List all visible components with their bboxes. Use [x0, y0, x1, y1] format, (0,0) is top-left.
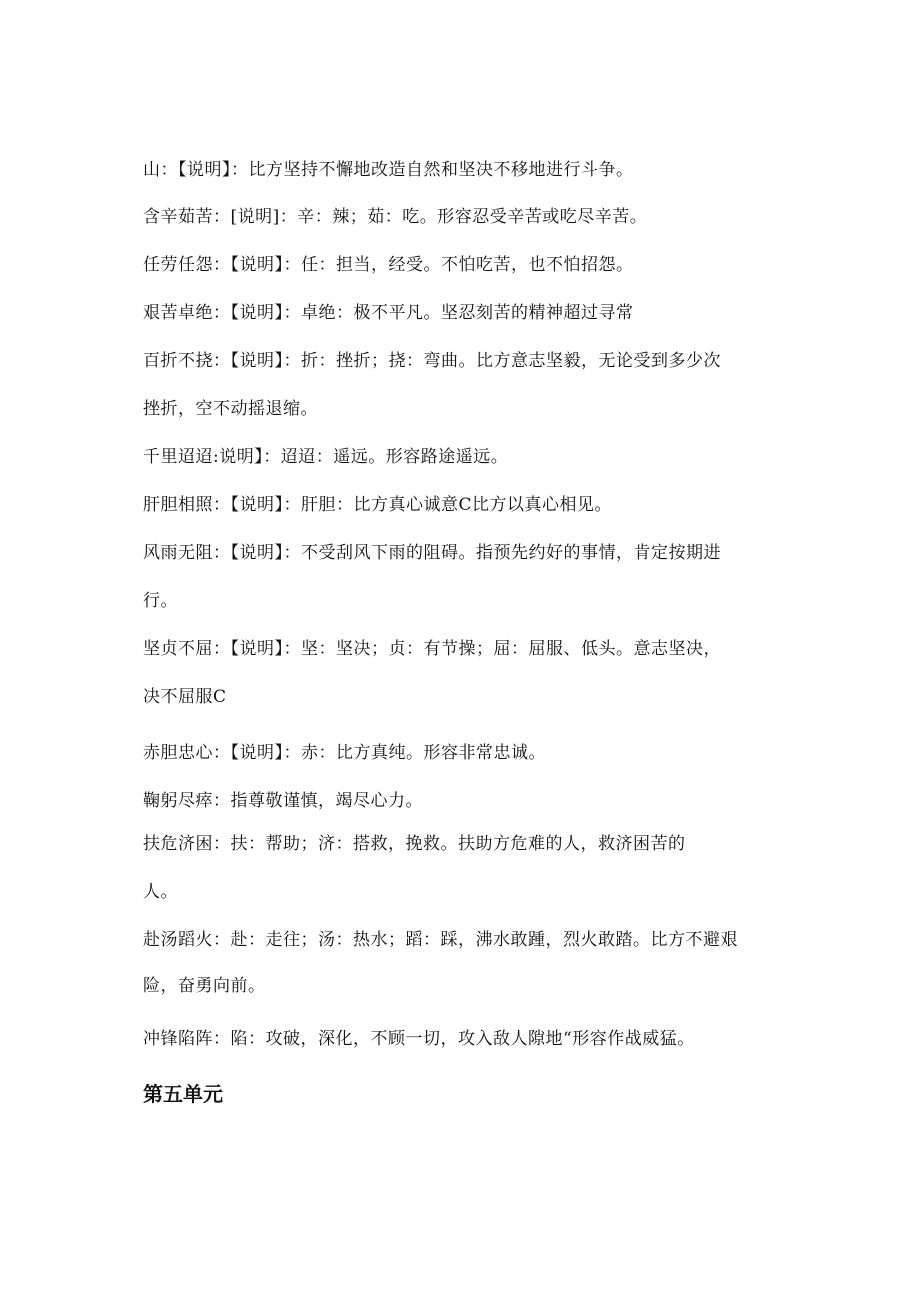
text-line: 风雨无阻：【说明】：不受刮风下雨的阻碍。指预先约好的事情，肯定按期进 — [143, 543, 721, 563]
text-line: 决不屈服C — [143, 687, 227, 707]
text-line: 山：【说明】：比方坚持不懈地改造自然和坚决不移地进行斗争。 — [143, 160, 634, 180]
text-line: 百折不挠：【说明】：折：挫折；挠：弯曲。比方意志坚毅，无论受到多少次 — [143, 351, 721, 371]
text-line: 千里迢迢:说明】：迢迢：遥远。形容路途遥远。 — [143, 447, 509, 467]
text-line: 含辛茹苦：[说明]：辛：辣；茹：吃。形容忍受辛苦或吃尽辛苦。 — [143, 207, 648, 227]
text-line: 坚贞不屈：【说明】：坚：坚决；贞：有节操；屈：屈服、低头。意志坚决， — [143, 639, 721, 659]
text-line: 鞠躬尽瘁：指尊敬谨慎，竭尽心力。 — [143, 791, 423, 811]
text-line: 挫折，空不动摇退缩。 — [143, 399, 318, 419]
text-line: 扶危济困：扶：帮助；济：搭救，挽救。扶助方危难的人，救济困苦的 — [143, 834, 686, 854]
text-line: 艰苦卓绝：【说明】：卓绝：极不平凡。坚忍刻苦的精神超过寻常 — [143, 303, 634, 323]
section-heading: 第五单元 — [143, 1082, 223, 1106]
text-line: 人。 — [143, 882, 178, 902]
text-line: 赴汤蹈火：赴：走往；汤：热水；蹈：踩，沸水敢踵，烈火敢踏。比方不避艰 — [143, 930, 738, 950]
text-line: 行。 — [143, 591, 178, 611]
text-line: 冲锋陷阵：陷：攻破，深化，不顾一切，攻入敌人隙地“形容作战威猛。 — [143, 1029, 695, 1049]
text-line: 赤胆忠心：【说明】：赤：比方真纯。形容非常忠诚。 — [143, 743, 546, 763]
text-line: 险，奋勇向前。 — [143, 976, 266, 996]
text-line: 肝胆相照：【说明】：肝胆：比方真心诚意C比方以真心相见。 — [143, 495, 613, 515]
text-line: 任劳任怨：【说明】：任：担当，经受。不怕吃苦，也不怕招怨。 — [143, 255, 634, 275]
